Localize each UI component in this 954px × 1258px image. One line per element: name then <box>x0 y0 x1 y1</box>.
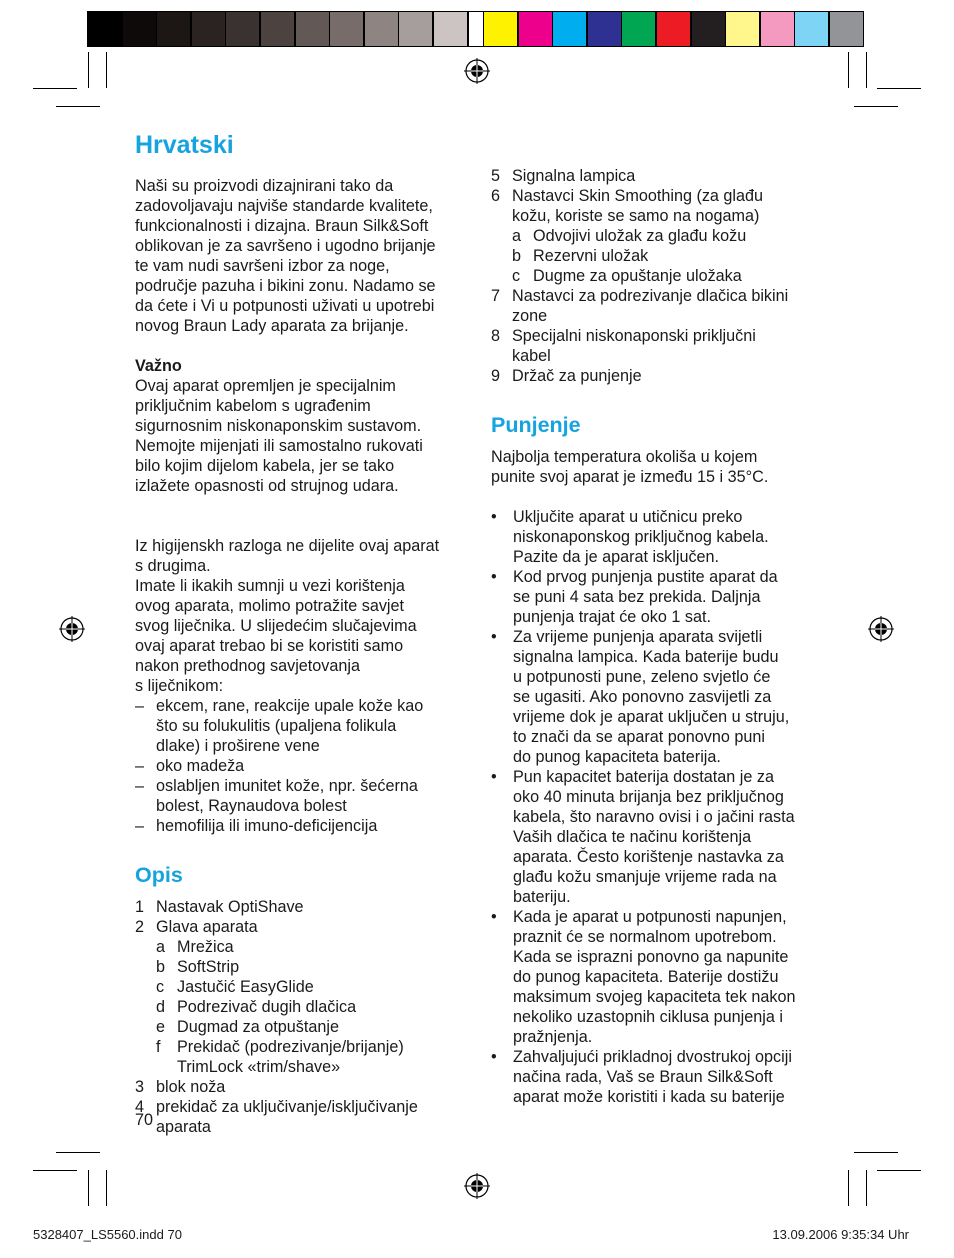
list-marker: • <box>491 628 497 646</box>
hygiene-paragraph <box>135 536 470 696</box>
charging-intro <box>491 447 826 487</box>
color-swatch <box>621 11 656 47</box>
list-item-text: Odvojivi uložak za glađu kožu <box>533 227 747 245</box>
list-item-text: blok noža <box>156 1078 226 1096</box>
list-item-text: glađu kožu smanjuje vrijeme rada na <box>513 868 777 886</box>
list-item <box>491 226 826 246</box>
list-item-text: Jastučić EasyGlide <box>177 978 314 996</box>
list-item-text: Za vrijeme punjenja aparata svijetli <box>513 628 763 646</box>
list-marker: d <box>156 998 166 1016</box>
list-marker: a <box>156 938 166 956</box>
list-item-text: Specijalni niskonaponski priključni <box>512 327 756 345</box>
list-item-text: Držač za punjenje <box>512 367 642 385</box>
list-marker: • <box>491 568 497 586</box>
list-item-text: do punog kapaciteta. Baterije dostižu <box>513 968 779 986</box>
list-item <box>135 776 470 816</box>
left-column <box>135 130 470 1137</box>
list-item <box>135 696 470 756</box>
list-marker: 1 <box>135 898 145 916</box>
parts-list-continued <box>491 166 826 386</box>
intro-paragraph <box>135 176 470 336</box>
list-item-text: SoftStrip <box>177 958 240 976</box>
list-item <box>491 166 826 186</box>
gray-swatch <box>156 11 191 47</box>
page-title: Hrvatski <box>135 131 234 159</box>
text-line: oblikovan je za savršeno i ugodno brijanje <box>135 237 436 255</box>
list-item-text: maksimum svojeg kapaciteta tek nakon <box>513 988 796 1006</box>
list-item-text: Nastavci Skin Smoothing (za glađu <box>512 187 764 205</box>
registration-mark-icon <box>464 58 490 84</box>
text-line: Naši su proizvodi dizajnirani tako da <box>135 177 394 195</box>
list-item-text: ekcem, rane, reakcije upale kože kao <box>156 697 424 715</box>
list-item-text: kabela, što naravno ovisi i o jačini rasta <box>513 808 795 826</box>
list-marker: – <box>135 777 145 795</box>
list-item-text: TrimLock «trim/shave» <box>177 1058 341 1076</box>
gray-swatch <box>87 11 122 47</box>
list-item-text: punjenja trajat će oko 1 sat. <box>513 608 711 626</box>
list-item <box>491 286 826 326</box>
list-item-text: oko 40 minuta brijanja bez priključnog <box>513 788 784 806</box>
list-item <box>491 246 826 266</box>
list-item-text: Dugme za opuštanje uložaka <box>533 267 742 285</box>
gray-swatch <box>398 11 433 47</box>
list-item <box>491 567 826 627</box>
list-item-text: aparata <box>156 1118 211 1136</box>
gray-swatch <box>225 11 260 47</box>
list-item <box>491 627 826 767</box>
list-item-text: Mrežica <box>177 938 234 956</box>
list-marker: 6 <box>491 187 501 205</box>
list-item-text: zone <box>512 307 548 325</box>
text-line: punite svoj aparat je između 15 i 35°C. <box>491 468 769 486</box>
list-marker: b <box>156 958 166 976</box>
list-marker: 2 <box>135 918 145 936</box>
list-marker: 9 <box>491 367 501 385</box>
color-swatch <box>587 11 622 47</box>
list-item-text: Dugmad za otpuštanje <box>177 1018 339 1036</box>
list-item <box>491 326 826 366</box>
list-item <box>135 977 470 997</box>
text-line: zadovoljavaju najviše standarde kvalitete, <box>135 197 433 215</box>
color-swatch <box>725 11 760 47</box>
color-swatch <box>656 11 691 47</box>
list-marker: – <box>135 817 145 835</box>
text-line: Iz higijenskh razloga ne dijelite ovaj aparat <box>135 537 440 555</box>
list-item-text: Kod prvog punjenja pustite aparat da <box>513 568 778 586</box>
text-line: nakon prethodnog savjetovanja <box>135 657 360 675</box>
list-item-text: Signalna lampica <box>512 167 636 185</box>
list-item-text: aparata. Često korištenje nastavka za <box>513 848 784 866</box>
color-swatch <box>794 11 829 47</box>
gray-swatch <box>433 11 468 47</box>
list-marker: • <box>491 768 497 786</box>
list-item <box>135 816 470 836</box>
list-item-text: dlake) i proširene vene <box>156 737 320 755</box>
list-item-text: nekoliko uzastopnih ciklusa punjenja i <box>513 1008 783 1026</box>
list-item <box>135 937 470 957</box>
list-item <box>135 756 470 776</box>
text-line: Najbolja temperatura okoliša u kojem <box>491 448 758 466</box>
list-item <box>135 957 470 977</box>
text-line: izlažete opasnosti od strujnog udara. <box>135 477 399 495</box>
registration-mark-icon <box>464 1173 490 1199</box>
list-marker: • <box>491 508 497 526</box>
list-item-text: Nastavci za podrezivanje dlačica bikini <box>512 287 789 305</box>
list-item-text: Nastavak OptiShave <box>156 898 304 916</box>
list-item-text: bolest, Raynaudova bolest <box>156 797 347 815</box>
gray-swatch <box>295 11 330 47</box>
list-item-text: Rezervni uložak <box>533 247 649 265</box>
list-item <box>135 1017 470 1037</box>
text-line: novog Braun Lady aparata za brijanje. <box>135 317 409 335</box>
list-item <box>491 907 826 1047</box>
conditions-list <box>135 696 470 836</box>
list-marker: a <box>512 227 522 245</box>
text-line: Ovaj aparat opremljen je specijalnim <box>135 377 396 395</box>
color-swatch <box>518 11 553 47</box>
gray-swatch <box>329 11 364 47</box>
list-item-text: praznit će se normalnom upotrebom. <box>513 928 777 946</box>
important-heading: Važno <box>135 357 182 375</box>
list-item <box>135 1077 470 1097</box>
list-item <box>135 997 470 1017</box>
list-item <box>491 1047 826 1107</box>
list-marker: 5 <box>491 167 501 185</box>
list-item-text: Podrezivač dugih dlačica <box>177 998 357 1016</box>
list-item-text: Zahvaljujući prikladnoj dvostrukoj opciji <box>513 1048 792 1066</box>
footer-timestamp: 13.09.2006 9:35:34 Uhr <box>772 1227 909 1242</box>
list-item-text: načina rada, Vaš se Braun Silk&Soft <box>513 1068 773 1086</box>
list-item-text: vrijeme dok je aparat uključen u struju, <box>513 708 790 726</box>
list-marker: b <box>512 247 522 265</box>
text-line: funkcionalnosti i dizajna. Braun Silk&Soft <box>135 217 429 235</box>
list-item-text: se puni 4 sata bez prekida. Daljnja <box>513 588 761 606</box>
list-item <box>491 186 826 226</box>
list-marker: – <box>135 757 145 775</box>
color-swatch <box>483 11 518 47</box>
list-item-text: do punog kapaciteta baterija. <box>513 748 721 766</box>
list-marker: 3 <box>135 1078 145 1096</box>
color-swatch <box>829 11 864 47</box>
list-marker: – <box>135 697 145 715</box>
list-item-text: Glava aparata <box>156 918 258 936</box>
list-marker: • <box>491 1048 497 1066</box>
text-line: bilo kojim dijelom kabela, jer se tako <box>135 457 395 475</box>
list-marker: f <box>156 1038 161 1056</box>
list-item-text: prekidač za uključivanje/isključivanje <box>156 1098 418 1116</box>
list-item <box>135 1037 470 1077</box>
list-item-text: kabel <box>512 347 551 365</box>
list-item <box>491 366 826 386</box>
list-item-text: oslabljen imunitet kože, npr. šećerna <box>156 777 418 795</box>
list-item-text: Pun kapacitet baterija dostatan je za <box>513 768 774 786</box>
list-item-text: hemofilija ili imuno-deficijencija <box>156 817 378 835</box>
list-item-text: bateriju. <box>513 888 571 906</box>
text-line: Imate li ikakih sumnji u vezi korištenja <box>135 577 405 595</box>
gray-swatch <box>260 11 295 47</box>
list-item-text: Vaših dlačica te načinu korištenja <box>513 828 752 846</box>
list-item-text: to znači da se aparat ponovno puni <box>513 728 765 746</box>
list-item <box>491 507 826 567</box>
footer-file-info: 5328407_LS5560.indd 70 <box>33 1227 182 1242</box>
gray-swatch <box>364 11 399 47</box>
text-line: s drugima. <box>135 557 211 575</box>
list-item <box>491 767 826 907</box>
list-marker: 4 <box>135 1098 145 1116</box>
list-marker: • <box>491 908 497 926</box>
list-item <box>135 1097 470 1137</box>
color-swatch <box>691 11 726 47</box>
list-marker: e <box>156 1018 166 1036</box>
right-column <box>491 166 826 1107</box>
list-marker: c <box>512 267 521 285</box>
list-item <box>135 917 470 937</box>
color-swatch <box>552 11 587 47</box>
list-item-text: niskonaponskog priključnog kabela. <box>513 528 769 546</box>
list-item-text: Kada je aparat u potpunosti napunjen, <box>513 908 787 926</box>
text-line: ovog aparata, molimo potražite savjet <box>135 597 405 615</box>
list-item-text: Uključite aparat u utičnicu preko <box>513 508 743 526</box>
registration-mark-icon <box>868 616 894 642</box>
gray-swatch <box>122 11 157 47</box>
registration-mark-icon <box>59 616 85 642</box>
color-swatch <box>760 11 795 47</box>
text-line: priključnim kabelom s ugrađenim <box>135 397 371 415</box>
list-item-text: Pazite da je aparat isključen. <box>513 548 720 566</box>
list-item-text: se ugasiti. Ako ponovno zasvijetli za <box>513 688 772 706</box>
list-item <box>135 897 470 917</box>
list-item-text: kožu, koriste se samo na nogama) <box>512 207 760 225</box>
text-line: te vam nudi savršeni izbor za noge, <box>135 257 390 275</box>
punjenje-heading: Punjenje <box>491 413 581 437</box>
gray-swatch <box>191 11 226 47</box>
list-item-text: Prekidač (podrezivanje/brijanje) <box>177 1038 404 1056</box>
text-line: da ćete i Vi u potpunosti uživati u upotrebi <box>135 297 435 315</box>
list-marker: 7 <box>491 287 501 305</box>
text-line: Nemojte mijenjati ili samostalno rukovati <box>135 437 423 455</box>
text-line: ovaj aparat trebao bi se koristiti samo <box>135 637 404 655</box>
page-number: 70 <box>135 1111 154 1129</box>
list-item-text: u potpunosti pune, zeleno svjetlo će <box>513 668 771 686</box>
charging-bullets <box>491 507 826 1107</box>
important-paragraph <box>135 376 470 496</box>
list-item-text: Kada se isprazni ponovno ga napunite <box>513 948 789 966</box>
list-item-text: oko madeža <box>156 757 245 775</box>
text-line: svog liječnika. U slijedećim slučajevima <box>135 617 417 635</box>
text-line: sigurnosnim niskonaponskim sustavom. <box>135 417 422 435</box>
list-marker: c <box>156 978 165 996</box>
opis-heading: Opis <box>135 863 183 887</box>
list-item-text: pražnjenja. <box>513 1028 593 1046</box>
list-item-text: signalna lampica. Kada baterije budu <box>513 648 779 666</box>
list-item-text: što su folukulitis (upaljena folikula <box>156 717 397 735</box>
parts-list <box>135 897 470 1137</box>
text-line: s liječnikom: <box>135 677 224 695</box>
list-item <box>491 266 826 286</box>
text-line: područje pazuha i bikini zonu. Nadamo se <box>135 277 436 295</box>
list-item-text: aparat može koristiti i kada su baterije <box>513 1088 785 1106</box>
list-marker: 8 <box>491 327 501 345</box>
